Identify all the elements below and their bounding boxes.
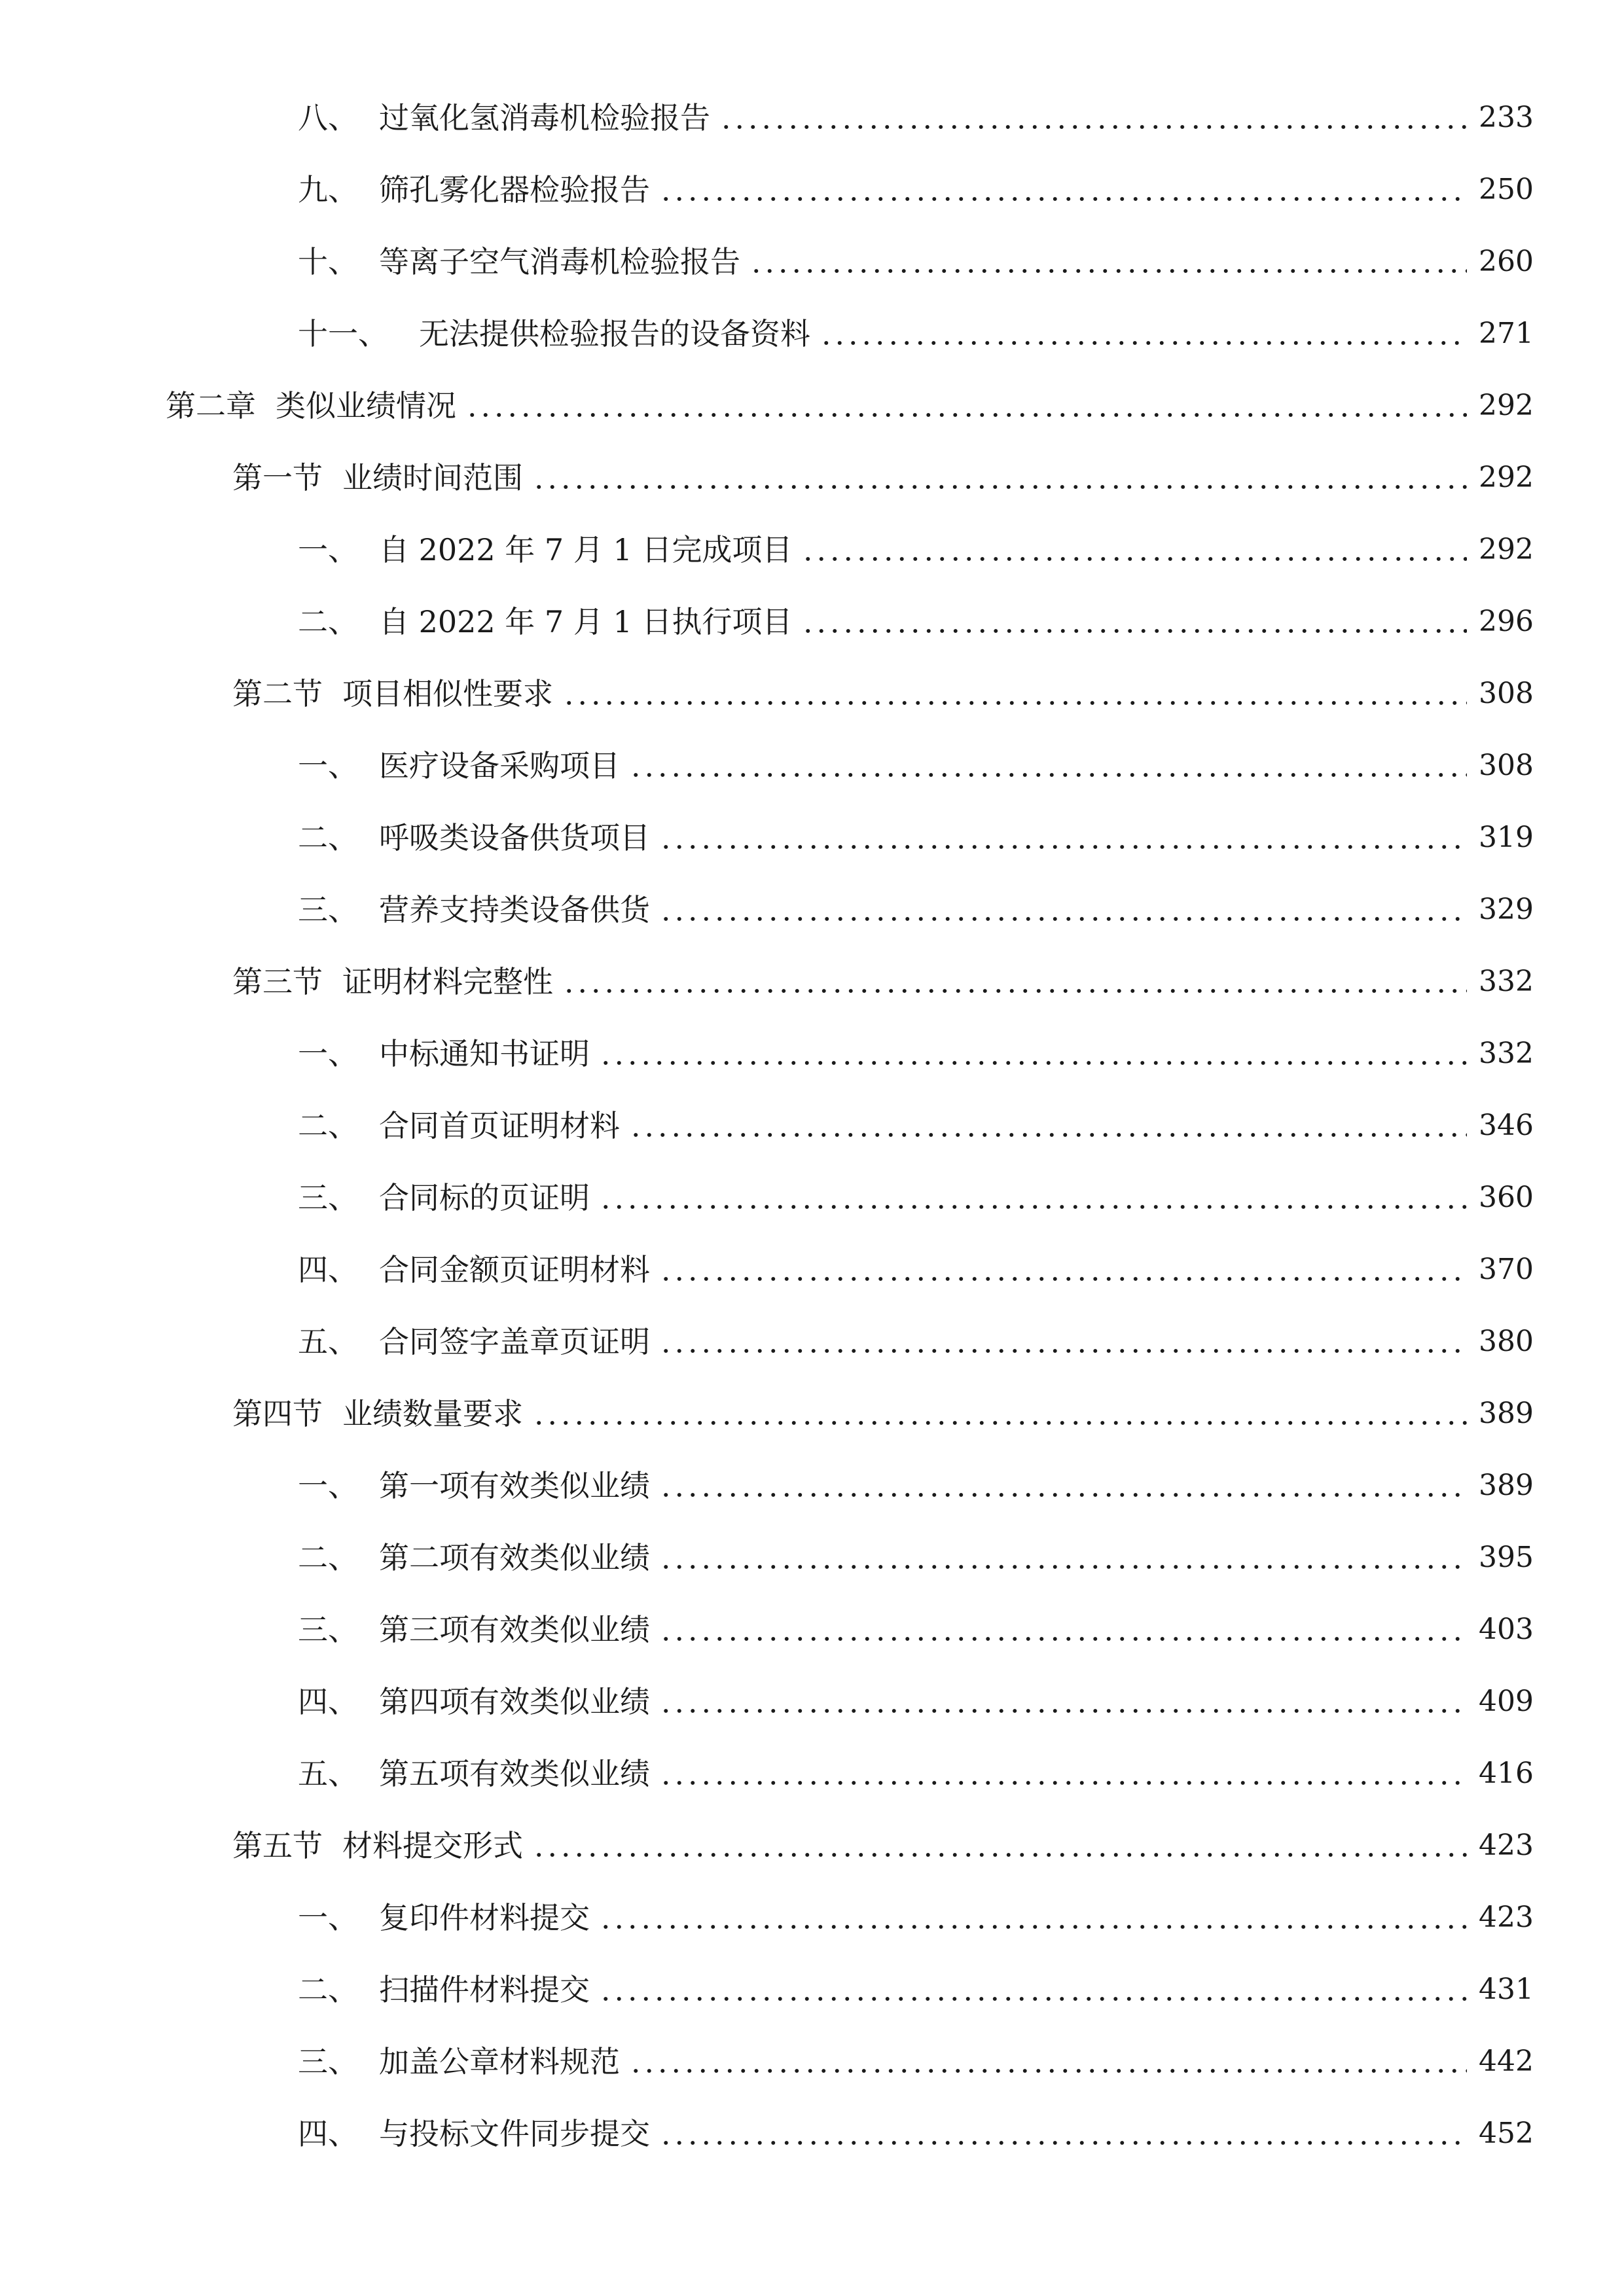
toc-entry-number: 一、 [298,1468,358,1503]
toc-entry-title: 第四项有效类似业绩 [379,1684,650,1719]
toc-entry[interactable] [298,2111,1534,2157]
toc-entry-number: 九、 [298,172,358,207]
dot-leader [659,1348,1467,1354]
dot-leader [820,340,1467,346]
dot-leader [659,1492,1467,1498]
toc-section-entry[interactable] [232,959,1534,1005]
toc-entry-page: 389 [1479,1397,1534,1430]
dot-leader [532,1420,1467,1426]
toc-entry-title: 第一项有效类似业绩 [379,1468,650,1503]
dot-leader [599,1060,1467,1066]
dot-leader [659,2140,1467,2145]
dot-leader [801,556,1467,562]
toc-entry-title: 自 2022 年 7 月 1 日执行项目 [379,604,793,639]
toc-entry-page: 319 [1479,821,1534,854]
toc-entry-page: 360 [1479,1181,1534,1214]
toc-entry-title: 类似业绩情况 [276,388,456,423]
toc-entry[interactable] [298,1607,1534,1653]
toc-entry[interactable] [298,1319,1534,1365]
toc-entry[interactable] [298,167,1534,213]
toc-entry-number: 第二章 [166,388,256,423]
toc-entry-number: 二、 [298,1108,358,1143]
toc-entry-number: 一、 [298,1036,358,1071]
toc-section-entry[interactable] [232,1823,1534,1869]
toc-entry-page: 332 [1479,965,1534,998]
toc-entry-title: 医疗设备采购项目 [379,748,620,783]
toc-entry-title: 过氧化氢消毒机检验报告 [379,100,710,135]
toc-entry[interactable] [298,1967,1534,2013]
toc-chapter-entry[interactable] [166,383,1534,429]
toc-entry-title: 项目相似性要求 [342,676,553,711]
toc-entry-page: 308 [1479,677,1534,710]
dot-leader [629,2068,1467,2073]
toc-entry-page: 403 [1479,1613,1534,1646]
toc-entry[interactable] [298,1679,1534,1725]
dot-leader [599,1924,1467,1929]
dot-leader [801,628,1467,634]
toc-entry-page: 346 [1479,1109,1534,1142]
toc-entry-title: 自 2022 年 7 月 1 日完成项目 [379,532,793,567]
toc-entry-title: 合同首页证明材料 [379,1108,620,1143]
toc-entry-page: 296 [1479,605,1534,638]
toc-entry-page: 423 [1479,1829,1534,1862]
dot-leader [599,1996,1467,2001]
toc-entry-page: 332 [1479,1037,1534,1070]
dot-leader [465,412,1467,418]
toc-entry-number: 第五节 [232,1828,323,1863]
toc-entry-number: 四、 [298,1252,358,1287]
toc-entry[interactable] [298,743,1534,789]
toc-entry-page: 395 [1479,1541,1534,1574]
toc-entry-page: 423 [1479,1901,1534,1934]
toc-entry-number: 十一、 [298,316,388,351]
toc-section-entry[interactable] [232,671,1534,717]
toc-entry[interactable] [298,1175,1534,1221]
toc-entry[interactable] [298,599,1534,645]
dot-leader [629,1132,1467,1138]
toc-entry-title: 中标通知书证明 [379,1036,590,1071]
dot-leader [659,916,1467,922]
toc-entry[interactable] [298,1103,1534,1149]
toc-entry-number: 二、 [298,1540,358,1575]
toc-entry-page: 292 [1479,461,1534,494]
toc-entry-page: 452 [1479,2117,1534,2150]
toc-entry-title: 合同标的页证明 [379,1180,590,1215]
toc-entry-number: 五、 [298,1324,358,1359]
toc-entry-title: 扫描件材料提交 [379,1972,590,2007]
toc-entry-number: 二、 [298,820,358,855]
toc-entry-page: 409 [1479,1685,1534,1718]
toc-entry[interactable] [298,2039,1534,2085]
dot-leader [659,844,1467,850]
toc-entry-number: 三、 [298,2044,358,2079]
toc-entry[interactable] [298,1031,1534,1077]
toc-entry-title: 筛孔雾化器检验报告 [379,172,650,207]
toc-entry-title: 第五项有效类似业绩 [379,1756,650,1791]
toc-entry[interactable] [298,887,1534,933]
toc-entry-title: 证明材料完整性 [342,964,553,999]
toc-entry-page: 389 [1479,1469,1534,1502]
toc-entry-number: 三、 [298,1180,358,1215]
toc-entry-title: 复印件材料提交 [379,1900,590,1935]
dot-leader [532,1852,1467,1857]
dot-leader [562,988,1467,994]
toc-entry-number: 八、 [298,100,358,135]
toc-entry[interactable] [298,1751,1534,1797]
toc-entry-number: 二、 [298,604,358,639]
toc-entry-page: 260 [1479,245,1534,278]
toc-entry-number: 十、 [298,244,358,279]
toc-entry-title: 合同签字盖章页证明 [379,1324,650,1359]
toc-entry-title: 业绩时间范围 [342,460,523,495]
toc-entry[interactable] [298,311,1534,357]
toc-entry[interactable] [298,1463,1534,1509]
toc-entry-title: 第二项有效类似业绩 [379,1540,650,1575]
toc-entry-number: 第二节 [232,676,323,711]
dot-leader [562,700,1467,706]
toc-entry-title: 无法提供检验报告的设备资料 [419,316,810,351]
toc-entry-number: 三、 [298,1612,358,1647]
dot-leader [659,1636,1467,1641]
toc-entry-page: 442 [1479,2045,1534,2078]
toc-entry[interactable] [298,1895,1534,1941]
toc-entry-number: 二、 [298,1972,358,2007]
toc-entry-title: 与投标文件同步提交 [379,2116,650,2151]
dot-leader [659,1708,1467,1713]
toc-entry-number: 四、 [298,2116,358,2151]
toc-entry-number: 第一节 [232,460,323,495]
toc-entry[interactable] [298,239,1534,285]
toc-entry-title: 材料提交形式 [342,1828,523,1863]
dot-leader [599,1204,1467,1210]
toc-entry-title: 等离子空气消毒机检验报告 [379,244,740,279]
toc-entry-page: 292 [1479,389,1534,422]
toc-entry[interactable] [298,95,1534,141]
toc-entry-number: 一、 [298,1900,358,1935]
dot-leader [659,1780,1467,1785]
toc-entry[interactable] [298,1535,1534,1581]
toc-entry-title: 营养支持类设备供货 [379,892,650,927]
toc-entry-page: 370 [1479,1253,1534,1286]
toc-entry-title: 加盖公章材料规范 [379,2044,620,2079]
toc-entry-page: 416 [1479,1757,1534,1790]
toc-entry-page: 380 [1479,1325,1534,1358]
toc-section-entry[interactable] [232,455,1534,501]
toc-entry-page: 308 [1479,749,1534,782]
toc-entry-title: 第三项有效类似业绩 [379,1612,650,1647]
toc-entry-number: 一、 [298,748,358,783]
toc-entry-title: 业绩数量要求 [342,1396,523,1431]
toc-section-entry[interactable] [232,1391,1534,1437]
toc-entry-number: 五、 [298,1756,358,1791]
dot-leader [629,772,1467,778]
dot-leader [659,1564,1467,1570]
dot-leader [749,268,1467,274]
toc-entry-page: 271 [1479,317,1534,350]
toc-entry-number: 三、 [298,892,358,927]
toc-entry-page: 250 [1479,173,1534,206]
dot-leader [719,124,1467,130]
toc-entry-page: 431 [1479,1973,1534,2006]
toc-entry-title: 呼吸类设备供货项目 [379,820,650,855]
toc-entry-number: 第三节 [232,964,323,999]
toc-entry-page: 329 [1479,893,1534,926]
toc-entry-number: 第四节 [232,1396,323,1431]
toc-entry[interactable] [298,1247,1534,1293]
toc-entry[interactable] [298,815,1534,861]
dot-leader [659,1276,1467,1282]
dot-leader [659,196,1467,202]
toc-entry-title: 合同金额页证明材料 [379,1252,650,1287]
dot-leader [532,484,1467,490]
toc-entry[interactable] [298,527,1534,573]
toc-entry-page: 292 [1479,533,1534,566]
toc-entry-number: 四、 [298,1684,358,1719]
toc-entry-number: 一、 [298,532,358,567]
toc-entry-page: 233 [1479,101,1534,134]
